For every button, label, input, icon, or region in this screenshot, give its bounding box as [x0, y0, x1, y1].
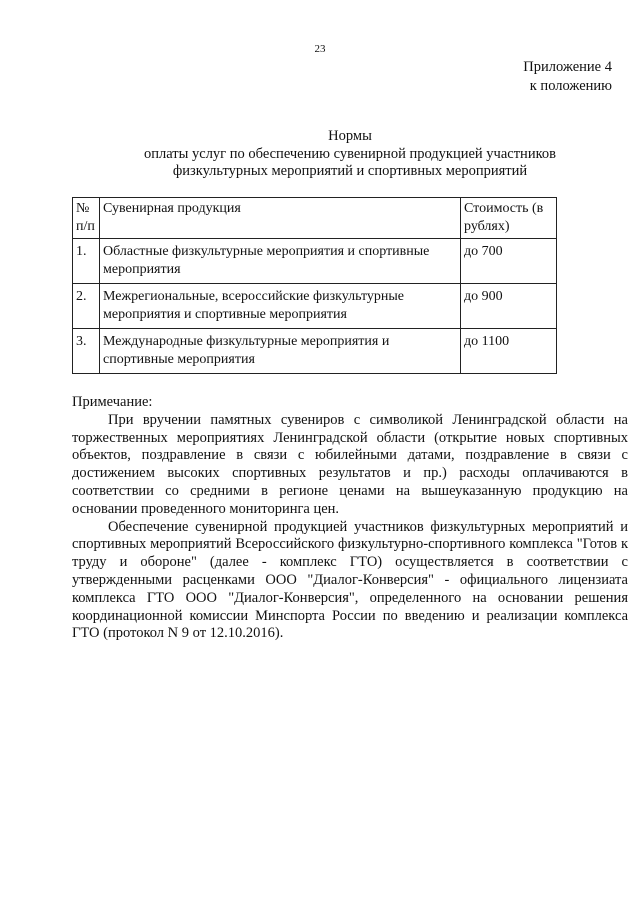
header-number-line-1: №	[76, 201, 90, 216]
page-number: 23	[314, 43, 326, 55]
note-paragraph-1: При вручении памятных сувениров с символикой Ленинградской области на торжественных мероприятиях Ленинградской области (открытие новых спортивных объектов, поздравление в связи с юбилейными датами, поздравление в связи с достижением высоких спортивных результатов и пр.) расходы оплачиваются в соответствии со средними в регионе ценами на вышеуказанную продукцию на основании проведенного мониторинга цен.	[72, 411, 628, 517]
row-product: Международные физкультурные мероприятия и спортивные мероприятия	[100, 329, 461, 374]
appendix-line-2: к положению	[529, 78, 612, 94]
row-number: 2.	[73, 284, 100, 329]
appendix-line-1: Приложение 4	[523, 59, 612, 75]
header-cost	[461, 198, 557, 239]
header-product: Сувенирная продукция	[100, 198, 461, 239]
norms-table	[72, 197, 557, 374]
note-section	[72, 394, 628, 643]
row-cost: до 700	[461, 239, 557, 284]
row-product: Областные физкультурные мероприятия и спортивные мероприятия	[100, 239, 461, 284]
note-label: Примечание:	[72, 394, 153, 410]
header-cost-line-1: Стоимость (в	[464, 201, 544, 216]
row-product: Межрегиональные, всероссийские физкультурные мероприятия и спортивные мероприятия	[100, 284, 461, 329]
table-row	[73, 284, 557, 329]
row-cost: до 900	[461, 284, 557, 329]
appendix-reference	[523, 58, 612, 96]
document-title	[70, 128, 630, 181]
note-paragraph-2: Обеспечение сувенирной продукцией участников физкультурных мероприятий и спортивных мероприятий Всероссийского физкультурно-спортивного комплекса "Готов к труду и обороне" (далее - комплекс ГТО) осуществляется в соответствии с утвержденными расценками ООО "Диалог-Конверсия" - официального лицензиата комплекса ГТО ООО "Диалог-Конверсия", определенного на основании решения координационной комиссии Минспорта России по введению и реализации комплекса ГТО (протокол N 9 от 12.10.2016).	[72, 518, 628, 642]
table-header-row	[73, 198, 557, 239]
table-row	[73, 329, 557, 374]
row-number: 3.	[73, 329, 100, 374]
row-cost: до 1100	[461, 329, 557, 374]
header-cost-line-2: рублях)	[464, 218, 510, 234]
title-line-1: Нормы	[328, 128, 372, 144]
header-number	[73, 198, 100, 239]
title-line-2: оплаты услуг по обеспечению сувенирной продукцией участников	[144, 145, 556, 162]
title-line-3: физкультурных мероприятий и спортивных мероприятий	[172, 163, 528, 179]
table-row	[73, 239, 557, 284]
row-number: 1.	[73, 239, 100, 284]
header-number-line-2: п/п	[76, 218, 95, 234]
